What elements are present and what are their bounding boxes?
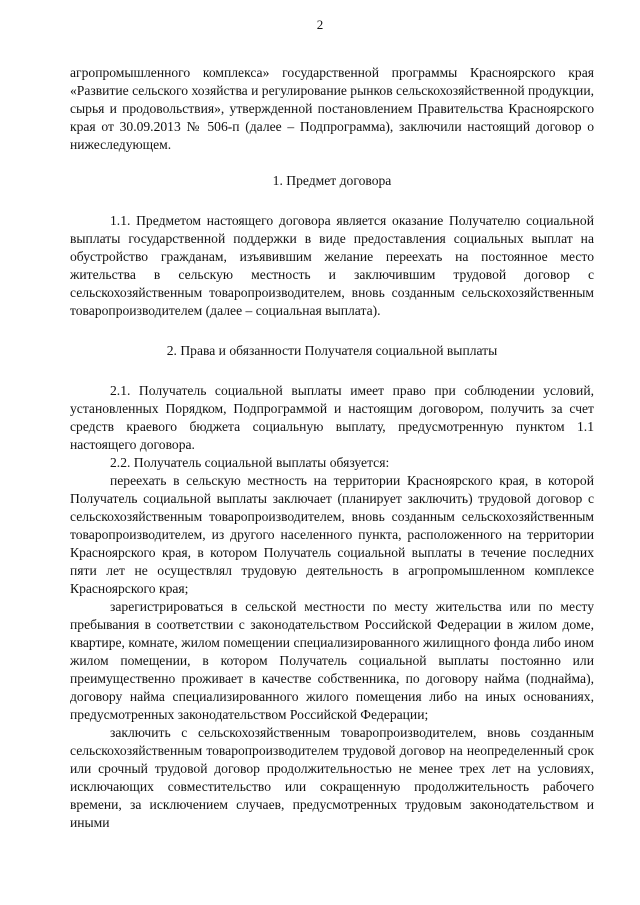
section-2-heading: 2. Права и обязанности Получателя социальной выплаты	[166, 343, 498, 358]
obligation-item-1: переехать в сельскую местность на территории Красноярского края, в которой Получатель социальной выплаты заключает (планирует заключить) трудовой договор с сельскохозяйственным товаропроизводителем, вновь созданным сельскохозяйственным товаропроизводителем, из другого населенного пункта, расположенного на территории Красноярского края, в котором Получатель социальной выплаты в течение последних пяти лет не осуществлял трудовую деятельность в агропромышленном комплексе Красноярского края;	[70, 473, 594, 596]
obligation-item-2: зарегистрироваться в сельской местности по месту жительства или по месту пребывания в соответствии с законодательством Российской Федерации в жилом доме, квартире, комнате, жилом помещении специализированного жилищного фонда либо ином жилом помещении, в котором Получатель социальной выплаты постоянно или преимущественно проживает в качестве собственника, по договору найма (поднайма), договору найма специализированного жилого помещения либо на иных основаниях, предусмотренных законодательством Российской Федерации;	[70, 599, 594, 722]
paragraph-2-2: 2.2. Получатель социальной выплаты обязуется:	[110, 455, 390, 470]
obligation-item-3: заключить с сельскохозяйственным товаропроизводителем, вновь созданным сельскохозяйственным товаропроизводителем трудовой договор на неопределенный срок или срочный трудовой договор продолжительностью не менее трех лет на условиях, исключающих совместительство или сокращенную продолжительность рабочего времени, за исключением случаев, предусмотренных трудовым законодательством и иными	[70, 725, 594, 830]
paragraph-2-1: 2.1. Получатель социальной выплаты имеет право при соблюдении условий, установленных Порядком, Подпрограммой и настоящим договором, получить за счет средств краевого бюджета социальную выплату, предусмотренную пунктом 1.1 настоящего договора.	[70, 383, 594, 452]
intro-paragraph: агропромышленного комплекса» государственной программы Красноярского края «Развитие сельского хозяйства и регулирование рынков сельскохозяйственной продукции, сырья и продовольствия», утвержденной постановлением Правительства Красноярского края от 30.09.2013 № 506-п (далее – Подпрограмма), заключили настоящий договор о нижеследующем.	[70, 65, 595, 152]
document-body	[70, 64, 594, 832]
page-number: 2	[316, 17, 324, 32]
section-1-heading: 1. Предмет договора	[272, 173, 392, 188]
paragraph-1-1: 1.1. Предметом настоящего договора является оказание Получателю социальной выплаты государственной поддержки в виде предоставления социальных выплат на обустройство гражданам, изъявившим желание переехать на постоянное место жительства в сельскую местность и заключившим трудовой договор с сельскохозяйственным товаропроизводителем, вновь созданным сельскохозяйственным товаропроизводителем (далее – социальная выплата).	[70, 213, 594, 318]
